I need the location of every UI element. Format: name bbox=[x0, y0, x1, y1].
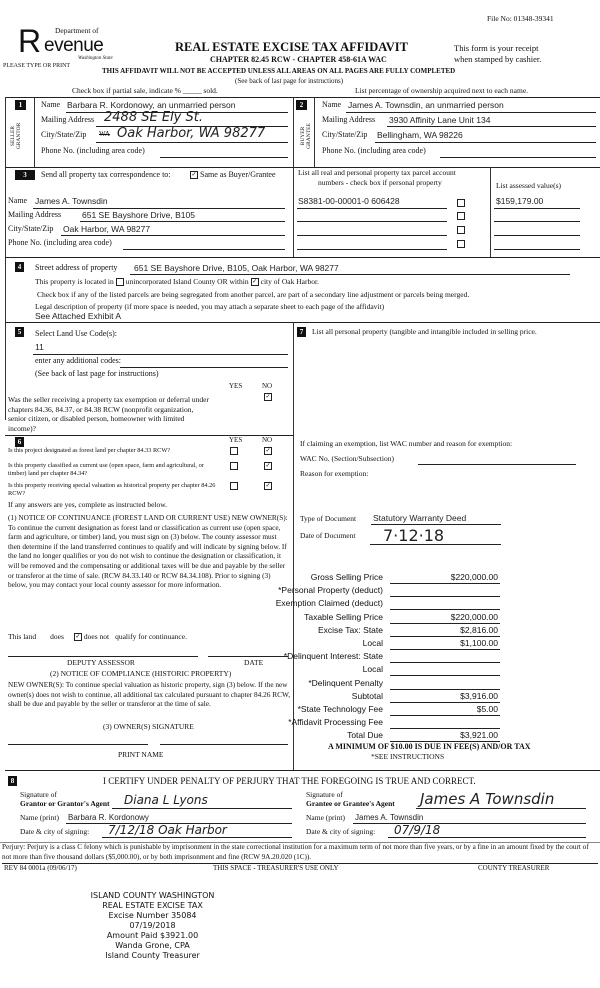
section-7-badge: 7 bbox=[297, 327, 306, 337]
label: Grantee or Grantee's Agent bbox=[306, 799, 395, 808]
grantee-signature[interactable]: James A Townsdin bbox=[420, 790, 555, 808]
fee-underline bbox=[390, 649, 500, 650]
fee-value[interactable]: $5.00 bbox=[476, 704, 498, 714]
instructions-note: (See back of last page for instructions) bbox=[235, 77, 344, 85]
label: Phone No. (including area code) bbox=[8, 238, 112, 247]
fee-value[interactable]: $3,921.00 bbox=[460, 730, 498, 741]
fee-label: *State Technology Fee bbox=[297, 704, 383, 714]
grantee-city[interactable]: Bellingham, WA 98226 bbox=[377, 130, 463, 140]
label: Street address of property bbox=[35, 263, 118, 272]
fee-value[interactable]: $2,816.00 bbox=[460, 624, 498, 635]
fee-underline bbox=[390, 636, 500, 637]
fee-label: Local bbox=[362, 638, 383, 648]
fee-label: *Personal Property (deduct) bbox=[278, 585, 383, 596]
label: YES bbox=[229, 436, 243, 444]
property-street-address[interactable]: 651 SE Bayshore Drive, B105, Oak Harbor, WA 98277 bbox=[134, 263, 339, 273]
segregated-note: Check box if any of the listed parcels are being segregated from another parcel, are part of a secondary line adjustment or parcels being merged. bbox=[37, 290, 470, 299]
section-5-badge: 5 bbox=[15, 327, 24, 337]
current-use-no-checkbox[interactable]: ✓ bbox=[265, 463, 271, 469]
fee-value[interactable]: $1,100.00 bbox=[460, 638, 498, 648]
buyer-grantee-label: BUYER GRANTEE bbox=[300, 123, 312, 149]
fee-underline bbox=[390, 662, 500, 663]
label: unincorporated Island County OR within bbox=[125, 277, 249, 286]
label: NO bbox=[262, 382, 273, 390]
exemption-no-checkbox[interactable]: ✓ bbox=[265, 394, 271, 400]
stamp-line: 07/19/2018 bbox=[129, 921, 176, 930]
warning: THIS AFFIDAVIT WILL NOT BE ACCEPTED UNLESS ALL AREAS ON ALL PAGES ARE FULLY COMPLETED bbox=[102, 67, 456, 75]
stamp-line: Island County Treasurer bbox=[105, 951, 200, 960]
grantor-city[interactable]: Oak Harbor, WA 98277 bbox=[117, 126, 266, 141]
label: Phone No. (including area code) bbox=[322, 146, 426, 155]
seller-grantor-label: SELLER GRANTOR bbox=[10, 122, 22, 150]
fee-underline bbox=[390, 728, 500, 729]
continuance-choice bbox=[8, 633, 187, 641]
ownership-note: List percentage of ownership acquired next to each name. bbox=[355, 86, 529, 95]
current-use-question: Is this property classified as current use (open space, farm and agricultural, or timber) land per chapter 84.34? bbox=[8, 462, 204, 477]
label: City/State/Zip bbox=[8, 224, 54, 233]
label: Mailing Address bbox=[41, 115, 95, 124]
label: city of Oak Harbor. bbox=[260, 277, 319, 286]
label: Date of Document bbox=[300, 531, 356, 540]
section-8-badge: 8 bbox=[8, 776, 17, 786]
fee-value[interactable]: $3,916.00 bbox=[460, 690, 498, 701]
type-or-print: PLEASE TYPE OR PRINT bbox=[3, 63, 71, 69]
logo-sub: Washington State bbox=[78, 56, 113, 61]
fee-underline bbox=[390, 609, 500, 610]
fee-label: *Delinquent Interest: State bbox=[283, 651, 383, 662]
label: does not bbox=[83, 632, 110, 641]
receipt-note: This form is your receipt bbox=[454, 43, 539, 53]
personal-property-label: List all personal property (tangible and intangible included in selling price. bbox=[312, 327, 537, 336]
notice-of-compliance: NEW OWNER(S): To continue special valuation as historic property, sign (3) below. If the new owner(s) does not wish to continue, all additional tax calculated pursuant to chapter 84.26 RCW, shall be due and payable by the seller or transferor at the time of sale. bbox=[8, 680, 291, 709]
fee-label: Exemption Claimed (deduct) bbox=[275, 598, 383, 609]
section-6-badge: 6 bbox=[15, 437, 24, 447]
stamp-line: Wanda Grone, CPA bbox=[115, 941, 190, 950]
struck-text: WA bbox=[99, 130, 110, 138]
fee-value[interactable]: $220,000.00 bbox=[450, 572, 498, 582]
label: Date & city of signing: bbox=[306, 827, 376, 836]
fee-value[interactable]: $220,000.00 bbox=[450, 611, 498, 622]
correspondence-name[interactable]: James A. Townsdin bbox=[35, 196, 108, 206]
forest-land-question: Is this project designated as forest land per chapter 84.33 RCW? bbox=[8, 447, 171, 454]
stamp-line: ISLAND COUNTY WASHINGTON bbox=[90, 891, 215, 900]
grantor-signature[interactable]: Diana L Lyons bbox=[124, 793, 208, 807]
logo-letter: R bbox=[18, 23, 42, 59]
label: Select Land Use Code(s): bbox=[35, 329, 117, 338]
fee-label: *Delinquent Penalty bbox=[308, 677, 383, 688]
grantee-print-name[interactable]: James A. Townsdin bbox=[355, 813, 424, 822]
fee-underline bbox=[390, 702, 500, 703]
section-4-badge: 4 bbox=[15, 262, 24, 272]
label: Name (print) bbox=[20, 813, 59, 822]
deputy-assessor-label: DEPUTY ASSESSOR bbox=[67, 658, 135, 667]
file-number: File No: 01348-39341 bbox=[487, 14, 554, 23]
label: Grantor or Grantor's Agent bbox=[20, 799, 110, 808]
perjury-certification: I CERTIFY UNDER PENALTY OF PERJURY THAT THE FOREGOING IS TRUE AND CORRECT. bbox=[103, 776, 476, 786]
personal-property-checkbox[interactable] bbox=[457, 240, 465, 248]
grantor-mailing[interactable]: 2488 SE Ely St. bbox=[104, 110, 203, 125]
stamp-line: REAL ESTATE EXCISE TAX bbox=[102, 901, 203, 910]
property-location bbox=[35, 278, 319, 286]
grantor-date-city[interactable]: 7/12/18 Oak Harbor bbox=[108, 823, 227, 837]
historic-yes-checkbox[interactable] bbox=[230, 482, 238, 490]
label: Mailing Address bbox=[322, 115, 376, 124]
label: numbers - check box if personal property bbox=[318, 178, 442, 187]
label: Signature of bbox=[306, 790, 343, 799]
legal-description[interactable]: See Attached Exhibit A bbox=[35, 311, 122, 321]
label: If any answers are yes, complete as instructed below. bbox=[8, 500, 168, 509]
partial-sale: Check box if partial sale, indicate % _____ sold. bbox=[72, 86, 218, 95]
label: List assessed value(s) bbox=[496, 181, 561, 190]
label: enter any additional codes: bbox=[35, 356, 121, 365]
correspondence-city[interactable]: Oak Harbor, WA 98277 bbox=[63, 224, 151, 234]
same-as-buyer-checkbox[interactable]: ✓ Same as Buyer/Grantee bbox=[191, 170, 276, 179]
fee-label: Subtotal bbox=[351, 690, 383, 701]
label: Name (print) bbox=[306, 813, 345, 822]
label: This land bbox=[8, 632, 37, 641]
grantee-date[interactable]: 07/9/18 bbox=[394, 823, 441, 837]
fee-underline bbox=[390, 675, 500, 676]
treasurer-use-label: THIS SPACE - TREASURER'S USE ONLY bbox=[213, 864, 339, 872]
fee-underline bbox=[390, 583, 500, 584]
fee-label: *Affidavit Processing Fee bbox=[288, 717, 383, 728]
notice-of-compliance-title: (2) NOTICE OF COMPLIANCE (HISTORIC PROPERTY) bbox=[50, 669, 232, 678]
label: Name bbox=[8, 196, 28, 205]
label: List all real and personal property tax parcel account bbox=[298, 168, 456, 177]
grantee-mailing[interactable]: 3930 Affinity Lane Unit 134 bbox=[389, 115, 491, 125]
assessed-value[interactable]: $159,179.00 bbox=[496, 196, 544, 206]
fee-label: Excise Tax: State bbox=[317, 624, 383, 635]
form-title: REAL ESTATE EXCISE TAX AFFIDAVIT bbox=[175, 40, 408, 54]
label: Send all property tax correspondence to: bbox=[41, 170, 171, 179]
city-checkbox[interactable]: ✓ bbox=[252, 279, 258, 286]
label: NO bbox=[262, 436, 273, 444]
fee-underline bbox=[390, 596, 500, 597]
label: This property is located in bbox=[35, 277, 114, 286]
historic-no-checkbox[interactable]: ✓ bbox=[265, 483, 271, 489]
fee-underline bbox=[390, 623, 500, 624]
form-chapter: CHAPTER 82.45 RCW - CHAPTER 458-61A WAC bbox=[210, 55, 387, 64]
unincorporated-checkbox[interactable] bbox=[116, 278, 124, 286]
county-treasurer-label: COUNTY TREASURER bbox=[478, 864, 550, 872]
receipt-note: when stamped by cashier. bbox=[454, 54, 542, 64]
section-1-badge: 1 bbox=[15, 100, 26, 110]
grantor-print-name[interactable]: Barbara R. Kordonowy bbox=[68, 813, 149, 822]
minimum-fee-note: A MINIMUM OF $10.00 IS DUE IN FEE(S) AND/OR TAX bbox=[328, 742, 531, 751]
fee-label: Local bbox=[362, 664, 383, 675]
label: WAC No. (Section/Subsection) bbox=[300, 454, 394, 463]
label: City/State/Zip bbox=[41, 130, 87, 139]
personal-property-checkbox[interactable] bbox=[457, 226, 465, 234]
section-3-badge: 3 bbox=[15, 170, 35, 180]
perjury-notice: Perjury: Perjury is a class C felony which is punishable by imprisonment in the state correctional institution for a maximum term of not more than five years, or by a fine in an amount fixed by the court of not more than five thousand dollars ($5,000.00), or by both imprisonment and fine (RCW 9A.20.020 (1C)). bbox=[2, 843, 589, 861]
fee-label: Taxable Selling Price bbox=[304, 611, 383, 622]
stamp-line: Excise Number 35084 bbox=[108, 911, 197, 920]
notice-of-continuance: (1) NOTICE OF CONTINUANCE (FOREST LAND OR CURRENT USE) NEW OWNER(S): To continue the current designation as forest land or classification as current use (open space, farm and agriculture, or timber) land, you must sign on (3) below. The county assessor must then determine if the land transferred continues to qualify and will indicate by signing below. If the land no longer qualifies or you do not wish to continue the designation or classification, it will be removed and the compensating or additional taxes will be due and payable by the seller or transferor at the time of sale. (RCW 84.33.140 or RCW 84.34.108). Prior to signing (3) below, you may contact your local county assessor for more information. bbox=[8, 513, 288, 590]
label: Signature of bbox=[20, 790, 57, 799]
label: Date & city of signing: bbox=[20, 827, 90, 836]
see-instructions: *SEE INSTRUCTIONS bbox=[371, 752, 445, 761]
form-revision: REV 84 0001a (09/06/17) bbox=[4, 864, 77, 872]
fee-label: Gross Selling Price bbox=[310, 572, 383, 582]
label: Mailing Address bbox=[8, 210, 62, 219]
label: does bbox=[50, 632, 64, 641]
print-name-label: PRINT NAME bbox=[118, 750, 164, 759]
forest-yes-checkbox[interactable] bbox=[230, 447, 238, 455]
label: Legal description of property (if more space is needed, you may attach a separate sheet to each page of the affidavit) bbox=[35, 302, 385, 311]
label: qualify for continuance. bbox=[115, 632, 187, 641]
label: If claiming an exemption, list WAC number and reason for exemption: bbox=[300, 439, 513, 448]
grantor-name[interactable]: Barbara R. Kordonowy, an unmarried person bbox=[67, 100, 236, 110]
label: Phone No. (including area code) bbox=[41, 146, 145, 155]
logo-main: evenue bbox=[44, 35, 104, 56]
label: Name bbox=[41, 100, 61, 109]
section-2-badge: 2 bbox=[296, 100, 307, 110]
document-date[interactable]: 7·12·18 bbox=[383, 526, 445, 545]
label: Same as Buyer/Grantee bbox=[200, 170, 276, 179]
label: Name bbox=[322, 100, 342, 109]
date-label: DATE bbox=[244, 658, 264, 667]
stamp-line: Amount Paid $3921.00 bbox=[106, 931, 199, 940]
fee-label: Total Due bbox=[347, 730, 383, 741]
current-use-yes-checkbox[interactable] bbox=[230, 462, 238, 470]
treasurer-stamp bbox=[90, 891, 215, 961]
document-type[interactable]: Statutory Warranty Deed bbox=[373, 513, 467, 523]
label: (See back of last page for instructions) bbox=[35, 369, 159, 378]
exemption-question: Was the seller receiving a property tax exemption or deferral under chapters 84.36, 84.37, or 84.38 RCW (nonprofit organization, senior citizen, or disabled person, homeowner with limited income)? bbox=[8, 395, 209, 433]
personal-property-checkbox[interactable] bbox=[457, 199, 465, 207]
grantee-name[interactable]: James A. Townsdin, an unmarried person bbox=[348, 100, 504, 110]
label: Reason for exemption: bbox=[300, 469, 369, 478]
label: City/State/Zip bbox=[322, 130, 368, 139]
owner-signature-label: (3) OWNER(S) SIGNATURE bbox=[103, 722, 194, 731]
forest-no-checkbox[interactable]: ✓ bbox=[265, 448, 271, 454]
logo-top: Department of bbox=[55, 26, 99, 35]
fee-underline bbox=[390, 715, 500, 716]
does-not-checkbox[interactable]: ✓ bbox=[75, 634, 81, 641]
label: Type of Document bbox=[300, 514, 357, 523]
personal-property-checkbox[interactable] bbox=[457, 212, 465, 220]
parcel-number[interactable]: S8381-00-00001-0 606428 bbox=[298, 196, 400, 206]
land-use-code[interactable]: 11 bbox=[35, 342, 44, 352]
historic-question: Is this property receiving special valuation as historical property per chapter 84.26 RCW? bbox=[8, 482, 216, 497]
correspondence-mailing[interactable]: 651 SE Bayshore Drive, B105 bbox=[82, 210, 195, 220]
fee-underline bbox=[390, 689, 500, 690]
label: YES bbox=[229, 382, 243, 390]
